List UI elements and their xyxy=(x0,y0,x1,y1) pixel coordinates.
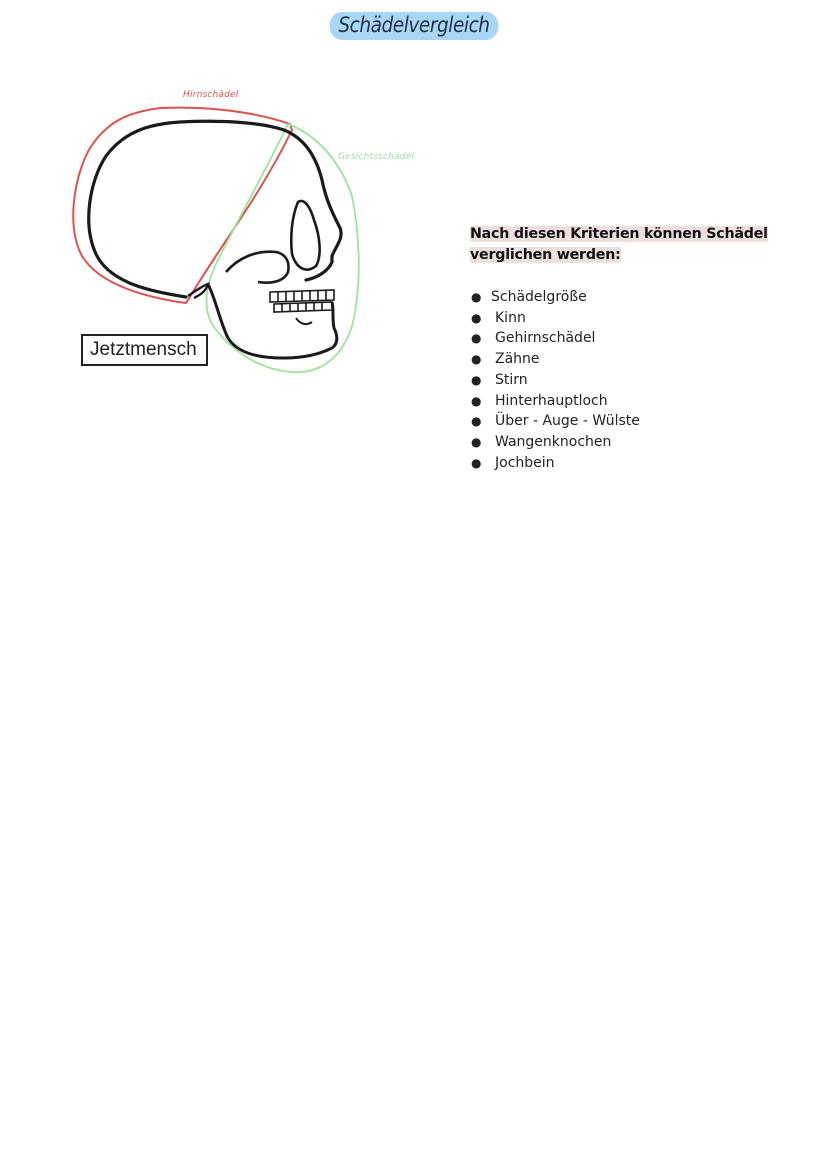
criteria-section xyxy=(470,224,770,473)
list-item-text: Jochbein xyxy=(495,454,555,471)
bullet-icon: ● xyxy=(471,331,482,346)
bullet-icon: ● xyxy=(471,434,482,449)
title-area xyxy=(0,12,828,40)
criteria-heading xyxy=(470,224,770,266)
list-item xyxy=(470,391,770,412)
figure-caption: Jetztmensch xyxy=(90,339,197,360)
list-item xyxy=(470,411,770,432)
list-item xyxy=(470,349,770,370)
list-item xyxy=(470,432,770,453)
list-item xyxy=(470,287,770,308)
list-item-text: Hinterhauptloch xyxy=(495,392,608,409)
criteria-list xyxy=(470,287,770,473)
label-face-skull: Gesichtsschädel xyxy=(338,152,415,162)
page-title: Schädelvergleich xyxy=(330,12,499,40)
list-item xyxy=(470,370,770,391)
criteria-heading-line2: verglichen werden: xyxy=(470,247,621,263)
skull-chin-notch xyxy=(296,318,312,324)
bullet-icon: ● xyxy=(471,310,482,325)
list-item-text: Über - Auge - Wülste xyxy=(495,413,640,430)
list-item-text: Wangenknochen xyxy=(495,433,612,450)
bullet-icon: ● xyxy=(471,372,482,387)
skull-eye-socket xyxy=(291,201,319,270)
skull-lower-teeth xyxy=(274,302,332,312)
list-item xyxy=(470,308,770,329)
list-item-text: Zähne xyxy=(495,351,540,368)
bullet-icon: ● xyxy=(471,455,482,470)
list-item xyxy=(470,328,770,349)
label-brain-skull: Hirnschädel xyxy=(183,90,239,100)
brain-skull-outline xyxy=(73,108,292,303)
skull-cheekbone xyxy=(226,252,289,283)
list-item-text: Gehirnschädel xyxy=(495,330,596,347)
criteria-heading-line1: Nach diesen Kriterien können Schädel xyxy=(470,226,768,242)
list-item xyxy=(470,453,770,474)
list-item-text: Stirn xyxy=(495,371,528,388)
skull-cranium xyxy=(89,121,341,297)
list-item-text: Kinn xyxy=(495,309,526,326)
list-item-text: Schädelgröße xyxy=(491,289,587,305)
skull-figure xyxy=(70,86,430,386)
bullet-icon: ● xyxy=(471,414,482,429)
bullet-icon: ● xyxy=(471,352,482,367)
skull-upper-teeth xyxy=(270,290,334,302)
bullet-icon: ● xyxy=(471,393,482,408)
bullet-icon: ● xyxy=(471,290,482,304)
figure-caption-box xyxy=(81,334,208,366)
